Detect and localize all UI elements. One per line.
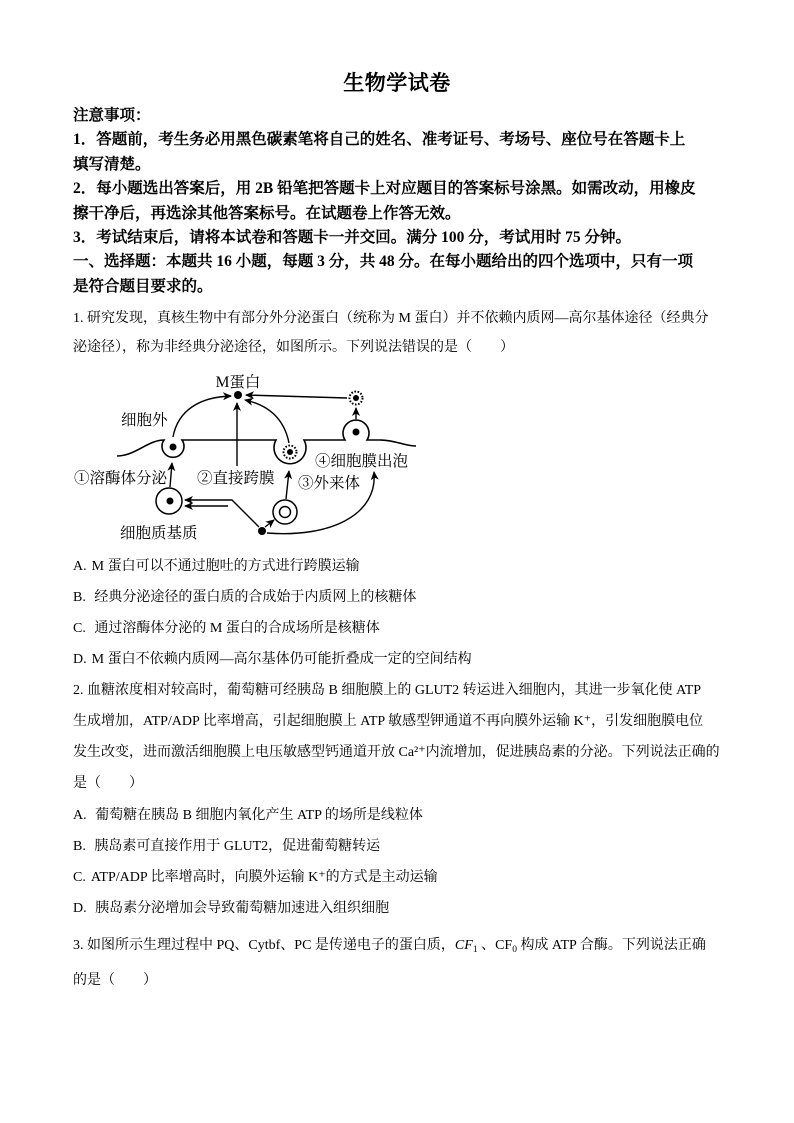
arrow-multivesicular-body-to-membrane <box>286 471 289 499</box>
question-3-stem-line-1 <box>73 928 721 963</box>
question-2-option-c <box>73 862 721 893</box>
option-label: B. <box>73 589 86 605</box>
option-text: 胰岛素可直接作用于 GLUT2，促进葡萄糖转运 <box>90 838 381 854</box>
question-2-stem-line-4: 是（ ） <box>73 775 143 791</box>
question-1-option-b <box>73 582 721 613</box>
bleb-protein-dot <box>353 429 360 436</box>
question-2-options <box>73 800 721 924</box>
cf0-symbol <box>495 938 517 953</box>
m-protein-dot <box>234 391 242 399</box>
label-route-lysosome: ①溶酶体分泌 <box>74 470 168 488</box>
page-content <box>73 0 721 998</box>
question-3-stem-pre: 3. 如图所示生理过程中 PQ、Cytbf、PC 是传递电子的蛋白质， <box>73 937 455 953</box>
bleb-vesicle-icon <box>350 392 363 405</box>
question-1-options <box>73 551 721 675</box>
arrow-exosome-to-m-protein <box>245 400 289 443</box>
arrow-lysosome-to-m-protein <box>173 396 231 437</box>
notice-item-3-line-1: 3．考试结束后，请将本试卷和答题卡一并交回。满分 100 分，考试用时 75 分钟。 <box>73 229 632 247</box>
question-1-option-d <box>73 644 721 675</box>
option-label: D. <box>73 651 87 667</box>
lysosome-released-protein-dot <box>170 444 177 451</box>
question-3-stem-post: 构成 ATP 合酶。下列说法正确 <box>516 937 706 953</box>
option-label: C. <box>73 869 86 885</box>
question-2-option-d <box>73 893 721 924</box>
cf0-subscript: 0 <box>512 944 517 955</box>
question-2-option-a <box>73 800 721 831</box>
notice-item-2-line-1: 2．每小题选出答案后，用 2B 铅笔把答题卡上对应题目的答案标号涂黑。如需改动，用橡皮 <box>73 180 696 198</box>
arrow-bleb-vesicle-to-m-protein <box>246 395 347 398</box>
cytoplasm-protein-dot <box>258 527 266 535</box>
notice-item-1-line-1: 1．答题前，考生务必用黑色碳素笔将自己的姓名、准考证号、考场号、座位号在答题卡上 <box>73 131 686 149</box>
label-route-direct: ②直接跨膜 <box>197 470 275 488</box>
exosome-vesicle-icon <box>284 446 297 459</box>
option-text: 葡萄糖在胰岛 B 细胞内氧化产生 ATP 的场所是线粒体 <box>91 807 423 823</box>
option-label: B. <box>73 838 86 854</box>
option-text: ATP/ADP 比率增高时，向膜外运输 K⁺的方式是主动运输 <box>90 869 438 885</box>
question-3-stem-line-2: 的是（ ） <box>73 972 157 988</box>
question-1-figure <box>73 364 721 546</box>
question-1-stem <box>73 304 721 362</box>
lysosome-protein-dot <box>167 498 174 505</box>
label-m-protein: M蛋白 <box>215 374 261 392</box>
option-label: A. <box>73 558 87 574</box>
option-label: D. <box>73 900 87 916</box>
arrow-lysosome-to-membrane <box>170 463 172 487</box>
cf0-base: CF <box>495 937 513 953</box>
section-heading-line-2: 是符合题目要求的。 <box>73 277 213 295</box>
option-label: C. <box>73 620 86 636</box>
question-1-option-a <box>73 551 721 582</box>
question-2-stem-line-2: 生成增加，ATP/ADP 比率增高，引起细胞膜上 ATP 敏感型钾通道不再向膜外运输 K⁺，引发细胞膜电位 <box>73 713 704 729</box>
cf1-base: CF <box>454 937 473 953</box>
question-2-option-b <box>73 831 721 862</box>
option-label: A. <box>73 807 87 823</box>
notice-item-2-line-2: 擦干净后，再选涂其他答案标号。在试题卷上作答无效。 <box>73 204 461 222</box>
label-cytoplasm: 细胞质基质 <box>120 525 198 543</box>
option-text: 胰岛素分泌增加会导致葡萄糖加速进入组织细胞 <box>91 900 390 916</box>
question-3-stem <box>73 928 721 998</box>
notice-item-1-line-2: 填写清楚。 <box>73 155 151 173</box>
question-2-stem <box>73 675 721 799</box>
label-extracellular: 细胞外 <box>121 412 168 430</box>
arrow-cytoplasm-to-multivesicular-body <box>265 520 274 527</box>
option-text: 经典分泌途径的蛋白质的合成始于内质网上的核糖体 <box>90 589 417 605</box>
secretion-pathway-diagram <box>68 364 424 546</box>
option-text: M 蛋白可以不通过胞吐的方式进行跨膜运输 <box>91 558 360 574</box>
cf1-symbol <box>455 938 478 953</box>
question-1-stem-line-2: 泌途径），称为非经典分泌途径，如图所示。下列说法错误的是（ ） <box>73 339 514 355</box>
question-3-stem-separator: 、 <box>477 937 496 953</box>
section-heading-line-1: 一、选择题：本题共 16 小题，每题 3 分，共 48 分。在每小题给出的四个选项中，只有一项 <box>73 253 694 271</box>
question-2-stem-line-3: 发生改变，进而激活细胞膜上电压敏感型钙通道开放 Ca²⁺内流增加，促进胰岛素的分泌。下列说法正确的 <box>73 744 720 760</box>
question-1-stem-line-1: 1. 研究发现，真核生物中有部分外分泌蛋白（统称为 M 蛋白）并不依赖内质网—高尔基体途径（经典分 <box>73 310 709 326</box>
option-text: 通过溶酶体分泌的 M 蛋白的合成场所是核糖体 <box>90 620 380 636</box>
label-route-bleb: ④细胞膜出泡 <box>315 453 409 471</box>
option-text: M 蛋白不依赖内质网—高尔基体仍可能折叠成一定的空间结构 <box>91 651 472 667</box>
cf1-subscript: 1 <box>472 944 478 955</box>
page-title: 生物学试卷 <box>343 71 451 95</box>
label-route-exosome: ③外来体 <box>298 475 361 493</box>
question-2-stem-line-1: 2. 血糖浓度相对较高时，葡萄糖可经胰岛 B 细胞膜上的 GLUT2 转运进入细胞内，其进一步氧化使 ATP <box>73 682 702 698</box>
multivesicular-body-icon <box>273 500 297 524</box>
notice-heading: 注意事项： <box>73 107 151 124</box>
question-1-option-c <box>73 613 721 644</box>
notice-block <box>73 104 721 299</box>
arrow-cytoplasm-to-lysosome <box>185 500 259 527</box>
